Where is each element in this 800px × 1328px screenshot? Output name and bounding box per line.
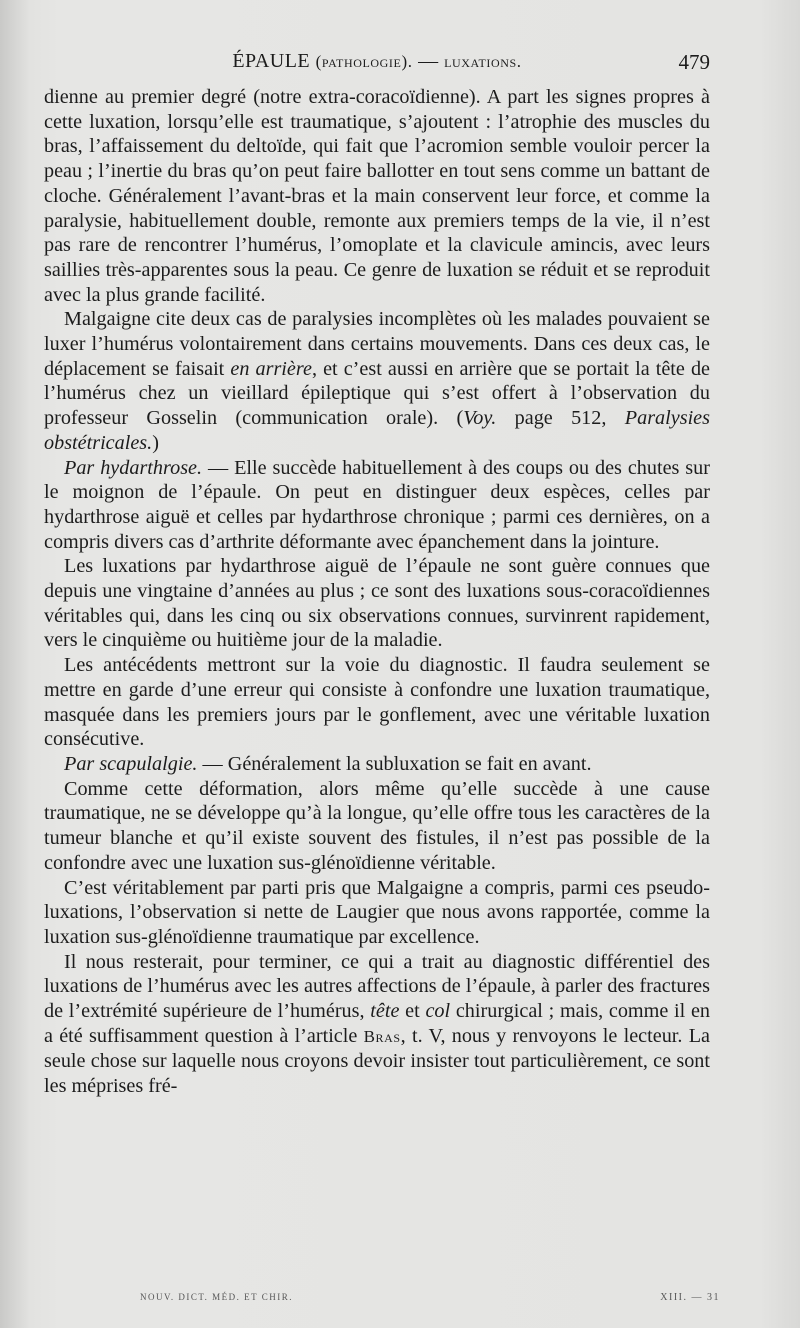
paragraph-1: dienne au premier degré (notre extra-coracoïdienne). A part les signes propres à cette luxation, lorsqu’elle est traumatique, s’ajoutent : l’atrophie des muscles du bras, l’affaissement du deltoïde, qui fait que l’acromion semble vouloir percer la peau ; l’inertie du bras qu’on peut faire ballotter en tout sens comme un battant de cloche. Généralement l’avant-bras et la main conservent leur force, et comme la paralysie, habituellement double, remonte aux premiers temps de la vie, il n’est pas rare de rencontrer l’humérus, l’omoplate et la clavicule amincis, avec leurs saillies très-apparentes sous la peau. Ce genre de luxation se réduit et se reproduit avec la plus grande facilité.: [44, 86, 710, 306]
paragraph-8: C’est véritablement par parti pris que Malgaigne a compris, parmi ces pseudo-luxations, l’observation si nette de Laugier que nous avons rapportée, comme la luxation sus-glénoïdienne traumatique par excellence.: [44, 876, 710, 948]
text-run: — Elle succède habituellement à des coups ou des chutes sur le moignon de l’épaule. On peut en distinguer deux espèces, celles par hydarthrose aiguë et celles par hydarthrose chronique ; parmi ces dernières, on a compris divers cas d’arthrite déformante avec épanchement dans la jointure.: [44, 456, 710, 553]
running-title: [44, 50, 710, 73]
text-run: page 512,: [496, 407, 625, 430]
text-run: ): [152, 431, 159, 454]
text-run: , et c’est aussi en arrière que se portait la tête de l’humérus chez un vieillard épileptique qui s’est offert à l’observation du professeur Gosselin (communication orale). (: [44, 357, 710, 430]
title-dash: —: [412, 50, 445, 72]
title-main: ÉPAULE: [232, 50, 311, 72]
paragraph-6: [44, 752, 710, 777]
paragraph-3: [44, 456, 710, 555]
text-run: chirurgical ; mais, comme il en a été suffisamment question à l’article: [44, 1000, 710, 1047]
text-run: — Généralement la subluxation se fait en avant.: [197, 752, 592, 775]
page-number: 479: [678, 50, 710, 74]
text-run: Il nous resterait, pour terminer, ce qui a trait au diagnostic différentiel des luxations de l’humérus avec les autres affections de l’épaule, à parler des fractures de l’extrémité supérieure de l’humérus,: [44, 950, 710, 1023]
page-body: [44, 85, 710, 1099]
italic-run: Voy.: [463, 407, 497, 430]
paragraph-5: Les antécédents mettront sur la voie du diagnostic. Il faudra seulement se mettre en garde d’une erreur qui consiste à confondre une luxation traumatique, masquée dans les premiers jours par le gonflement, avec une véritable luxation consécutive.: [44, 654, 710, 751]
running-header: [44, 50, 710, 76]
paragraph-9: [44, 950, 710, 1099]
paragraph-7: Comme cette déformation, alors même qu’elle succède à une cause traumatique, ne se développe qu’à la longue, qu’elle offre tous les caractères de la tumeur blanche et qu’il existe souvent des fistules, il n’est pas possible de la confondre avec une luxation sus-glénoïdienne véritable.: [44, 777, 710, 874]
section-heading-scapulalgie: Par scapulalgie.: [64, 752, 198, 775]
text-run: Malgaigne cite deux cas de paralysies incomplètes où les malades pouvaient se luxer l’humérus volontairement dans certains mouvements. Dans ces deux cas, le déplacement se faisait: [44, 308, 710, 380]
footer-right: XIII. — 31: [660, 1292, 720, 1303]
title-subject: (pathologie).: [315, 52, 413, 71]
text-run: et: [399, 1000, 426, 1023]
footer-left: NOUV. DICT. MÉD. ET CHIR.: [140, 1292, 294, 1302]
title-section: luxations.: [444, 52, 522, 71]
text-run: , t. V, nous y renvoyons le lecteur. La seule chose sur laquelle nous croyons devoir insister tout particulièrement, ce sont les méprises fré-: [44, 1024, 710, 1098]
italic-run: tête: [370, 1000, 400, 1023]
section-heading-hydarthrose: Par hydarthrose.: [64, 456, 203, 479]
italic-run: Paralysies obstétricales.: [44, 407, 710, 454]
paragraph-2: [44, 307, 710, 455]
small-caps-run: Bras: [363, 1026, 401, 1046]
italic-run: col: [425, 1000, 451, 1023]
italic-run: en arrière: [230, 357, 312, 380]
paragraph-4: Les luxations par hydarthrose aiguë de l’épaule ne sont guère connues que depuis une vingtaine d’années au plus ; ce sont des luxations sous-coracoïdiennes véritables qui, dans les cinq ou six observations connues, survinrent rapidement, vers le cinquième ou huitième jour de la maladie.: [44, 555, 710, 652]
